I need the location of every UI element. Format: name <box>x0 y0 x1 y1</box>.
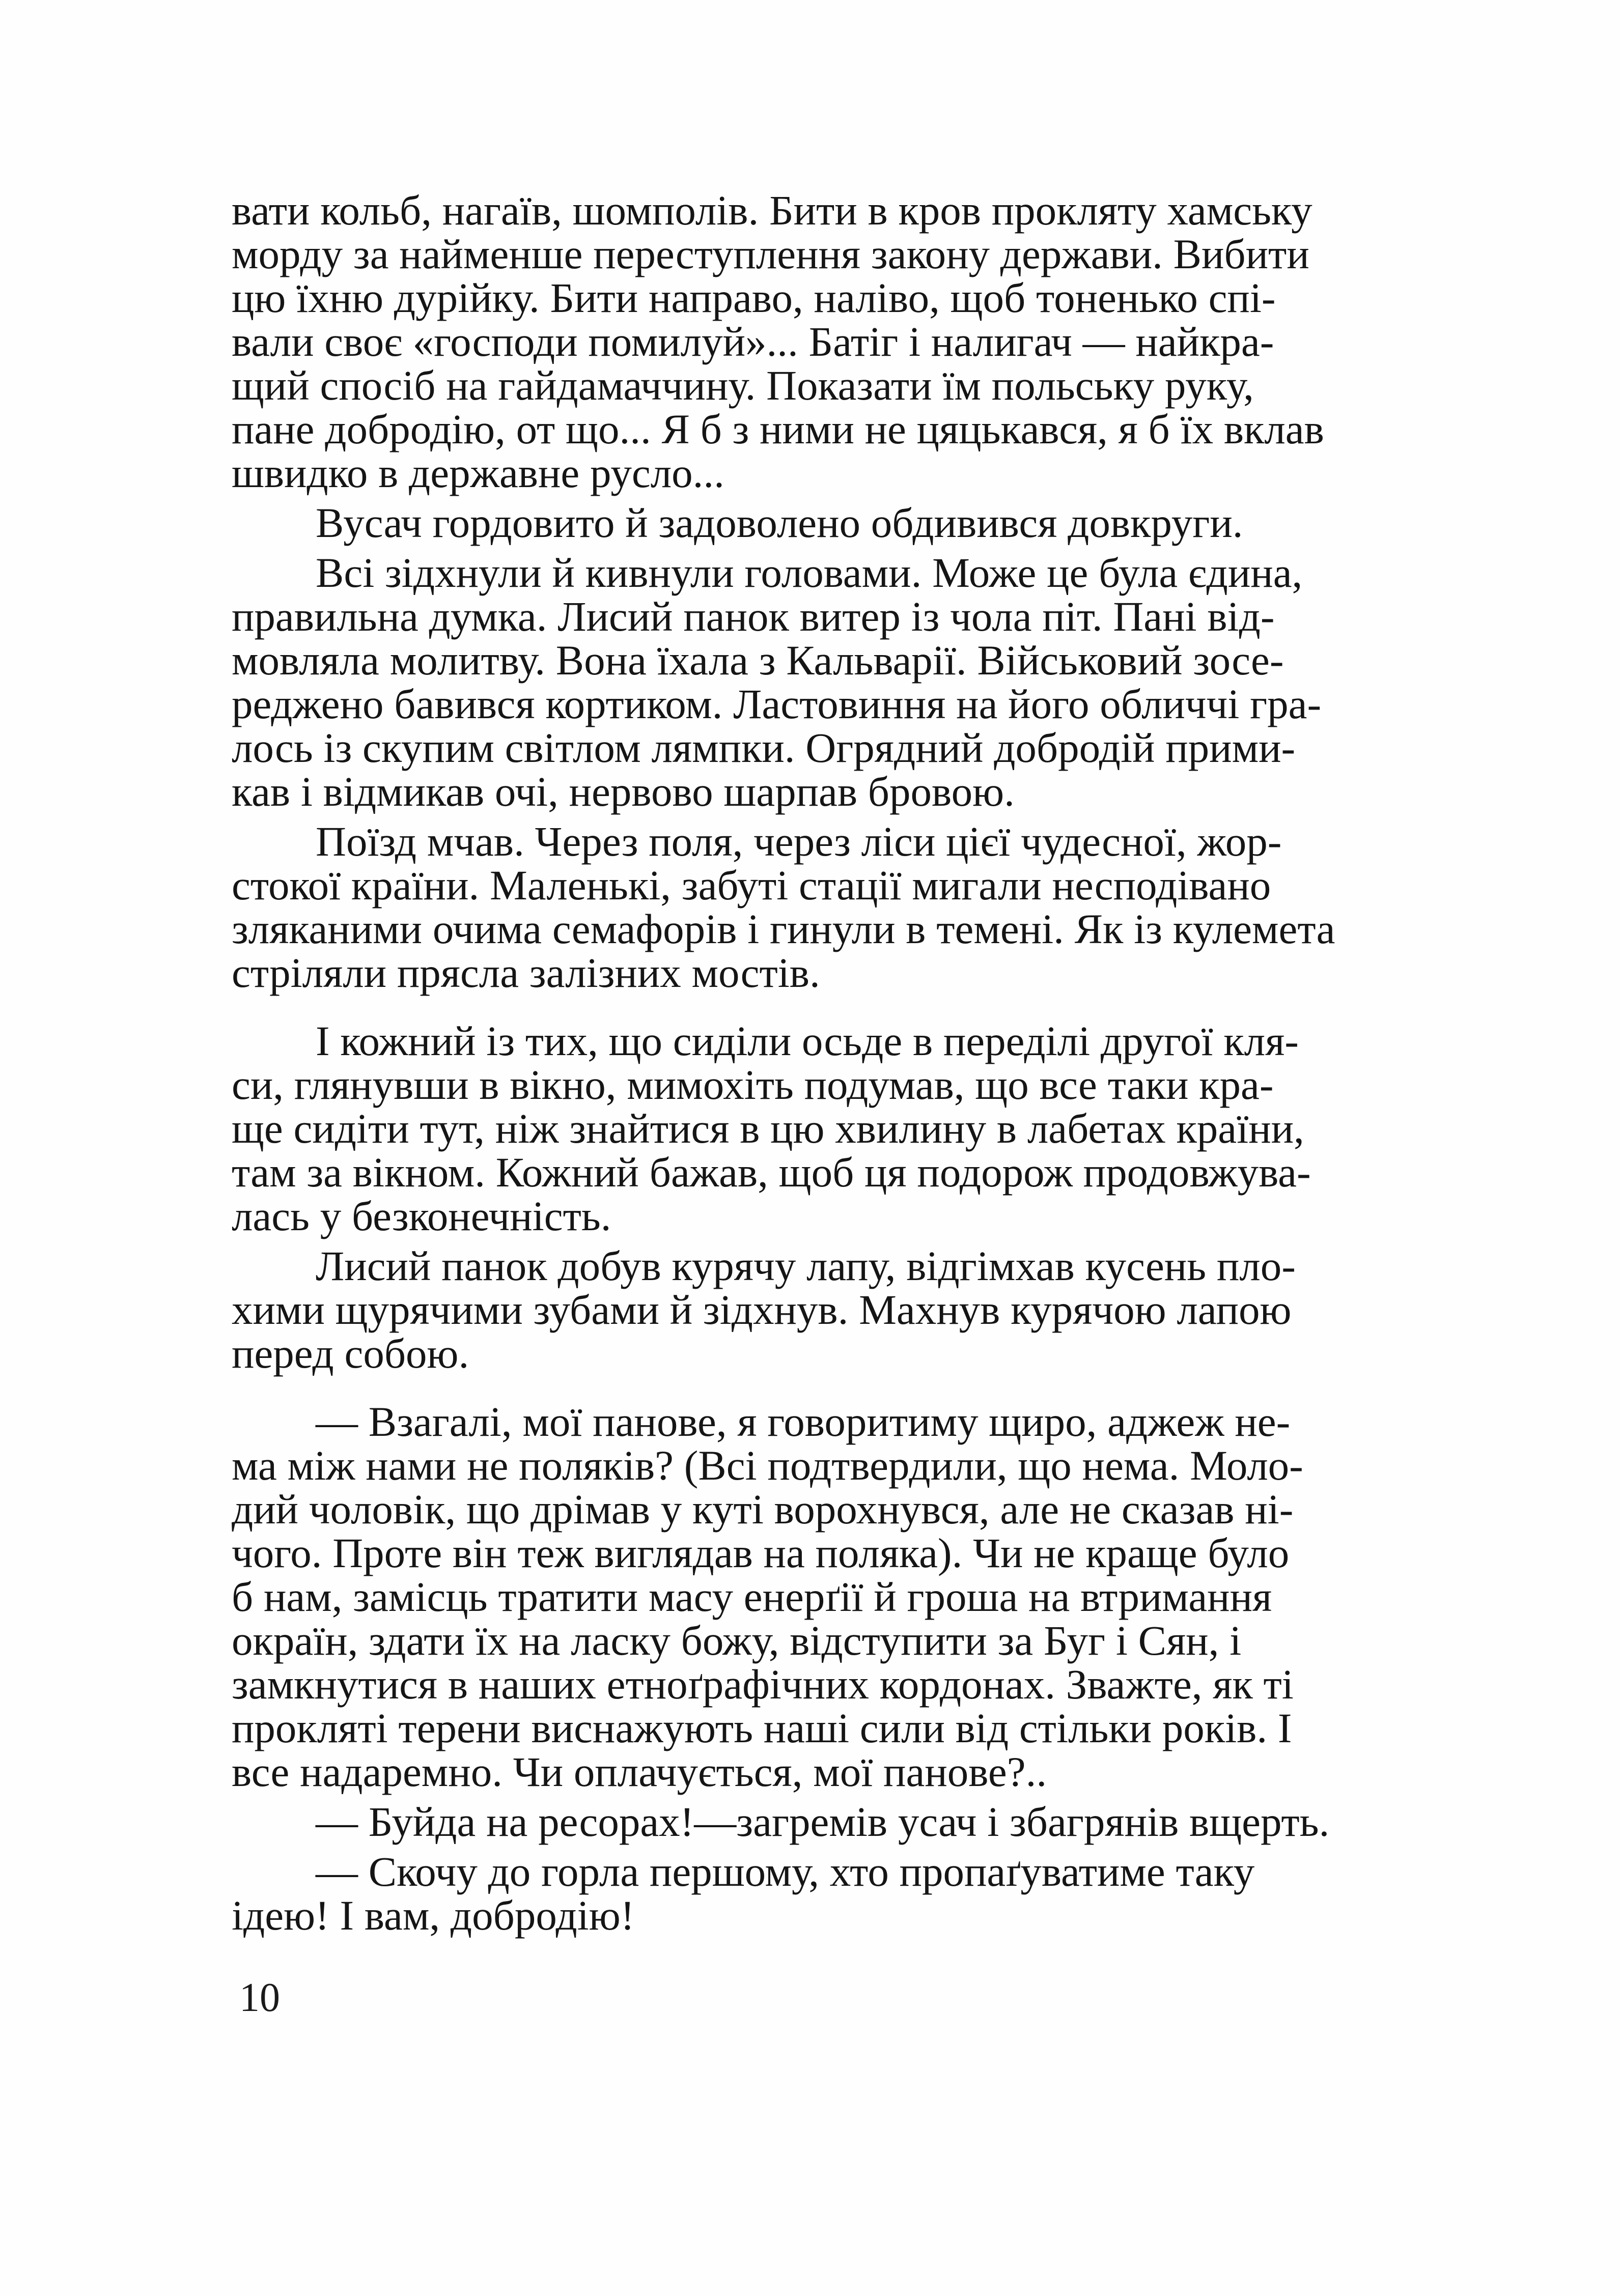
paragraph-gap <box>232 1381 1415 1400</box>
paragraph-gap <box>232 1001 1415 1019</box>
dialogue-paragraph-2: — Буйда на ресорах!—загремів усач і збагрянів вщерть. <box>316 1798 1330 1845</box>
page-body-text <box>232 188 1415 1943</box>
paragraph-1: вати кольб, нагаїв, шомполів. Бити в кров прокляту хамську морду за найменше переступлення закону держави. Вибити цю їхню дурійку. Бити направо, наліво, щоб тоненько спі- вали своє «господи помилуй»... Батіг і налигач — найкра- щий спосіб на гайдамаччину. Показати їм польську руку, пане добродію, от що... Я б з ними не цяцькався, я б їх вклав швидко в державне русло... <box>232 187 1324 496</box>
page-number: 10 <box>239 1975 280 2020</box>
paragraph-6: Лисий панок добув курячу лапу, відгімхав кусень пло- хими щурячими зубами й зідхнув. Махнув курячою лапою перед собою. <box>232 1242 1296 1377</box>
paragraph-2: Вусач гордовито й задоволено обдивився довкруги. <box>316 499 1243 546</box>
paragraph-4: Поїзд мчав. Через поля, через ліси цієї чудесної, жор- стокої країни. Маленькі, забуті стації мигали несподівано зляканими очима семафорів і гинули в темені. Як із кулемета стріляли прясла залізних мостів. <box>232 818 1335 996</box>
paragraph-3: Всі зідхнули й кивнули головами. Може це була єдина, правильна думка. Лисий панок витер із чола піт. Пані від- мовляла молитву. Вона їхала з Кальварії. Військовий зосе- реджено бавився кортиком. Ластовиння на його обличчі гра- лось із скупим світлом лямпки. Огрядний добродій прими- кав і відмикав очі, нервово шарпав бровою. <box>232 549 1322 815</box>
dialogue-paragraph-3: — Скочу до горла першому, хто пропаґуватиме таку ідею! І вам, добродію! <box>232 1848 1255 1939</box>
paragraph-5: І кожний із тих, що сиділи осьде в переділі другої кля- си, глянувши в вікно, мимохіть подумав, що все таки кра- ще сидіти тут, ніж знайтися в цю хвилину в лабетах країни, там за вікном. Кожний бажав, щоб ця подорож продовжува- лась у безконечність. <box>232 1017 1311 1239</box>
dialogue-paragraph-1: — Взагалі, мої панове, я говоритиму щиро, аджеж не- ма між нами не поляків? (Всі подтвердили, що нема. Моло- дий чоловік, що дрімав у куті ворохнувся, але не сказав ні- чого. Проте він теж виглядав на поляка). Чи не краще було б нам, замісць тратити масу енерґії й гроша на втримання окраїн, здати їх на ласку божу, відступити за Буг і Сян, і замкнутися в наших етноґрафічних кордонах. Зважте, як ті прокляті терени виснажують наші сили від стільки років. І все надаремно. Чи оплачується, мої панове?.. <box>232 1398 1303 1795</box>
